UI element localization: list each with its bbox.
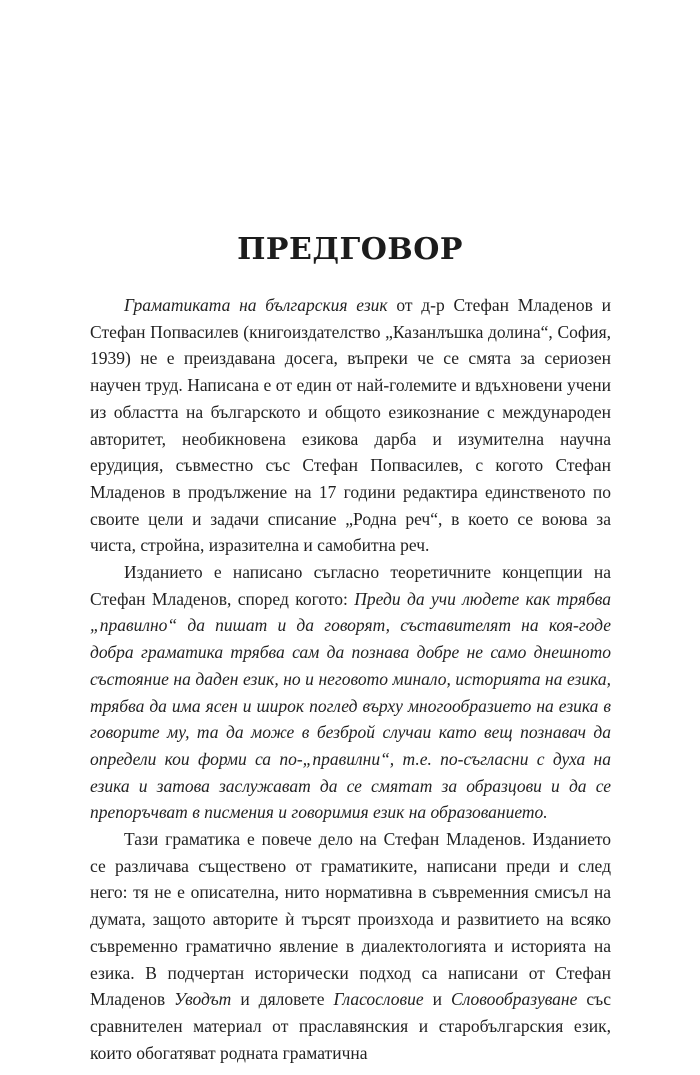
- text-segment: Словообразуване: [451, 989, 578, 1010]
- text-segment: и: [423, 989, 452, 1010]
- text-segment: Преди да учи людете как трябва „правилно“ да пишат и да говорят, съставителят на коя-годе добра граматика трябва сам да познава добре не само днешното състояние на даден език, но и неговото минало, историята на езика, трябва да има ясен и широк поглед върху многообразието на езика в говорите му, та да може в безброй случаи като вещ познавач да определи кои форми са по-„правилни“, т.е. по-съгласни с духа на езика и затова заслужават да се смятат за образцови и да се препоръчват в писмения и говоримия език на образованието.: [90, 588, 611, 823]
- paragraph-1: [90, 292, 611, 559]
- paragraph-3: [90, 826, 611, 1066]
- text-segment: и дяловете: [231, 989, 334, 1010]
- text-segment: от д-р Стефан Младенов и Стефан Попвасилев (книгоиздателство „Казанлъшка долина“, София, 1939) не е преиздавана досега, въпреки че се смята за сериозен научен труд. Написана е от един от най-големите и вдъхновени учени из областта на българското и общото езикознание с международен авторитет, необикновена езикова дарба и изумителна научна ерудиция, съвместно със Стефан Попвасилев, с когото Стефан Младенов в продължение на 17 години редактира единственото по своите цели и задачи списание „Родна реч“, в което се воюва за чиста, стройна, изразителна и самобитна реч.: [90, 295, 611, 556]
- text-segment: Уводът: [174, 989, 232, 1010]
- page-title: ПРЕДГОВОР: [237, 232, 463, 267]
- preface-body: [90, 292, 611, 1066]
- text-segment: Тази граматика е повече дело на Стефан Младенов. Изданието се различава съществено от граматиките, написани преди и след него: тя не е описателна, нито нормативна в съвременния смисъл на думата, защото авторите ѝ търсят произхода и развитието на всяко съвременно граматично явление в диалектологията и историята на езика. В подчертан исторически подход са написани от Стефан Младенов: [90, 829, 611, 1010]
- text-segment: със сравнителен материал от праславянския и старобългарския език, които обогатяват родната граматична: [90, 989, 611, 1063]
- paragraph-2: [90, 559, 611, 826]
- text-segment: Граматиката на българския език: [124, 295, 388, 315]
- text-segment: Гласословие: [333, 989, 424, 1010]
- text-segment: Изданието е написано съгласно теоретичните концепции на Стефан Младенов, според когото:: [90, 562, 611, 609]
